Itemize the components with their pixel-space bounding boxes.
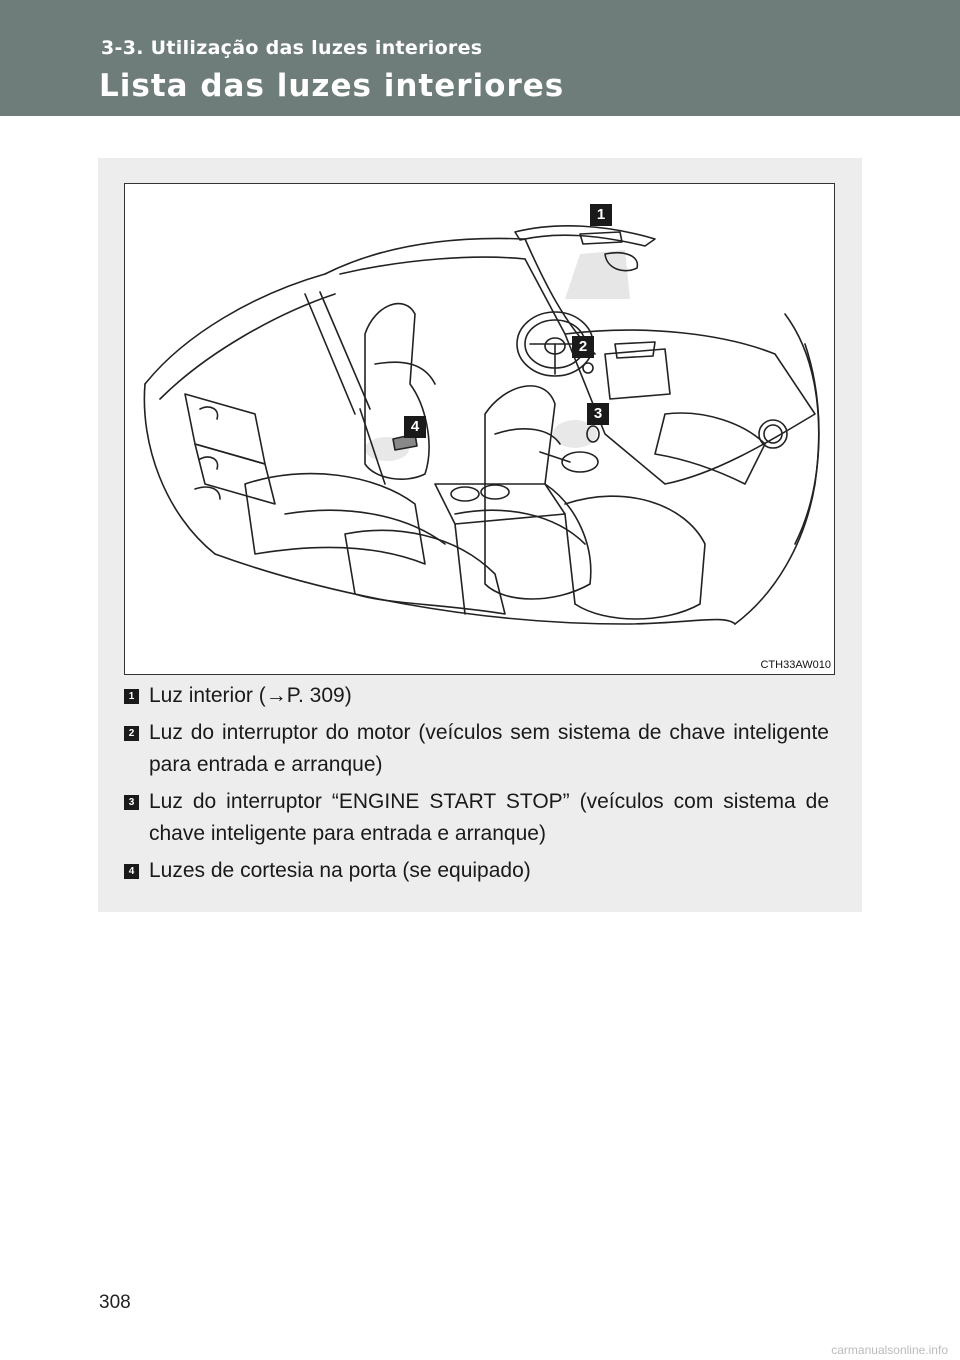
watermark[interactable]: carmanualsonline.info [831,1343,948,1357]
page-title: Lista das luzes interiores [99,68,565,104]
callout-3: 3 [587,403,609,425]
callout-2: 2 [572,336,594,358]
legend-number: 2 [124,726,139,741]
car-interior-drawing [125,184,835,675]
callout-4: 4 [404,416,426,438]
legend-text: Luz do interruptor “ENGINE START STOP” (veículos com sistema de chave inteligente para entrada e arranque) [149,790,829,845]
car-interior-illustration [124,183,835,675]
legend-item-4 [124,855,829,887]
legend-item-1 [124,680,829,712]
legend-text: Luz do interruptor do motor (veículos sem sistema de chave inteligente para entrada e arranque) [149,721,829,776]
legend-number: 3 [124,795,139,810]
legend-item-3 [124,786,829,850]
legend-number: 4 [124,864,139,879]
legend-text: Luzes de cortesia na porta (se equipado) [149,859,531,882]
legend-number: 1 [124,689,139,704]
page-number: 308 [99,1292,131,1313]
legend-item-2 [124,717,829,781]
figure-code: CTH33AW010 [760,659,831,671]
section-label: 3-3. Utilização das luzes interiores [101,37,483,59]
legend-list [124,680,829,892]
legend-text: Luz interior (→P. 309) [149,684,352,707]
header-bar [0,0,960,116]
callout-1: 1 [590,204,612,226]
